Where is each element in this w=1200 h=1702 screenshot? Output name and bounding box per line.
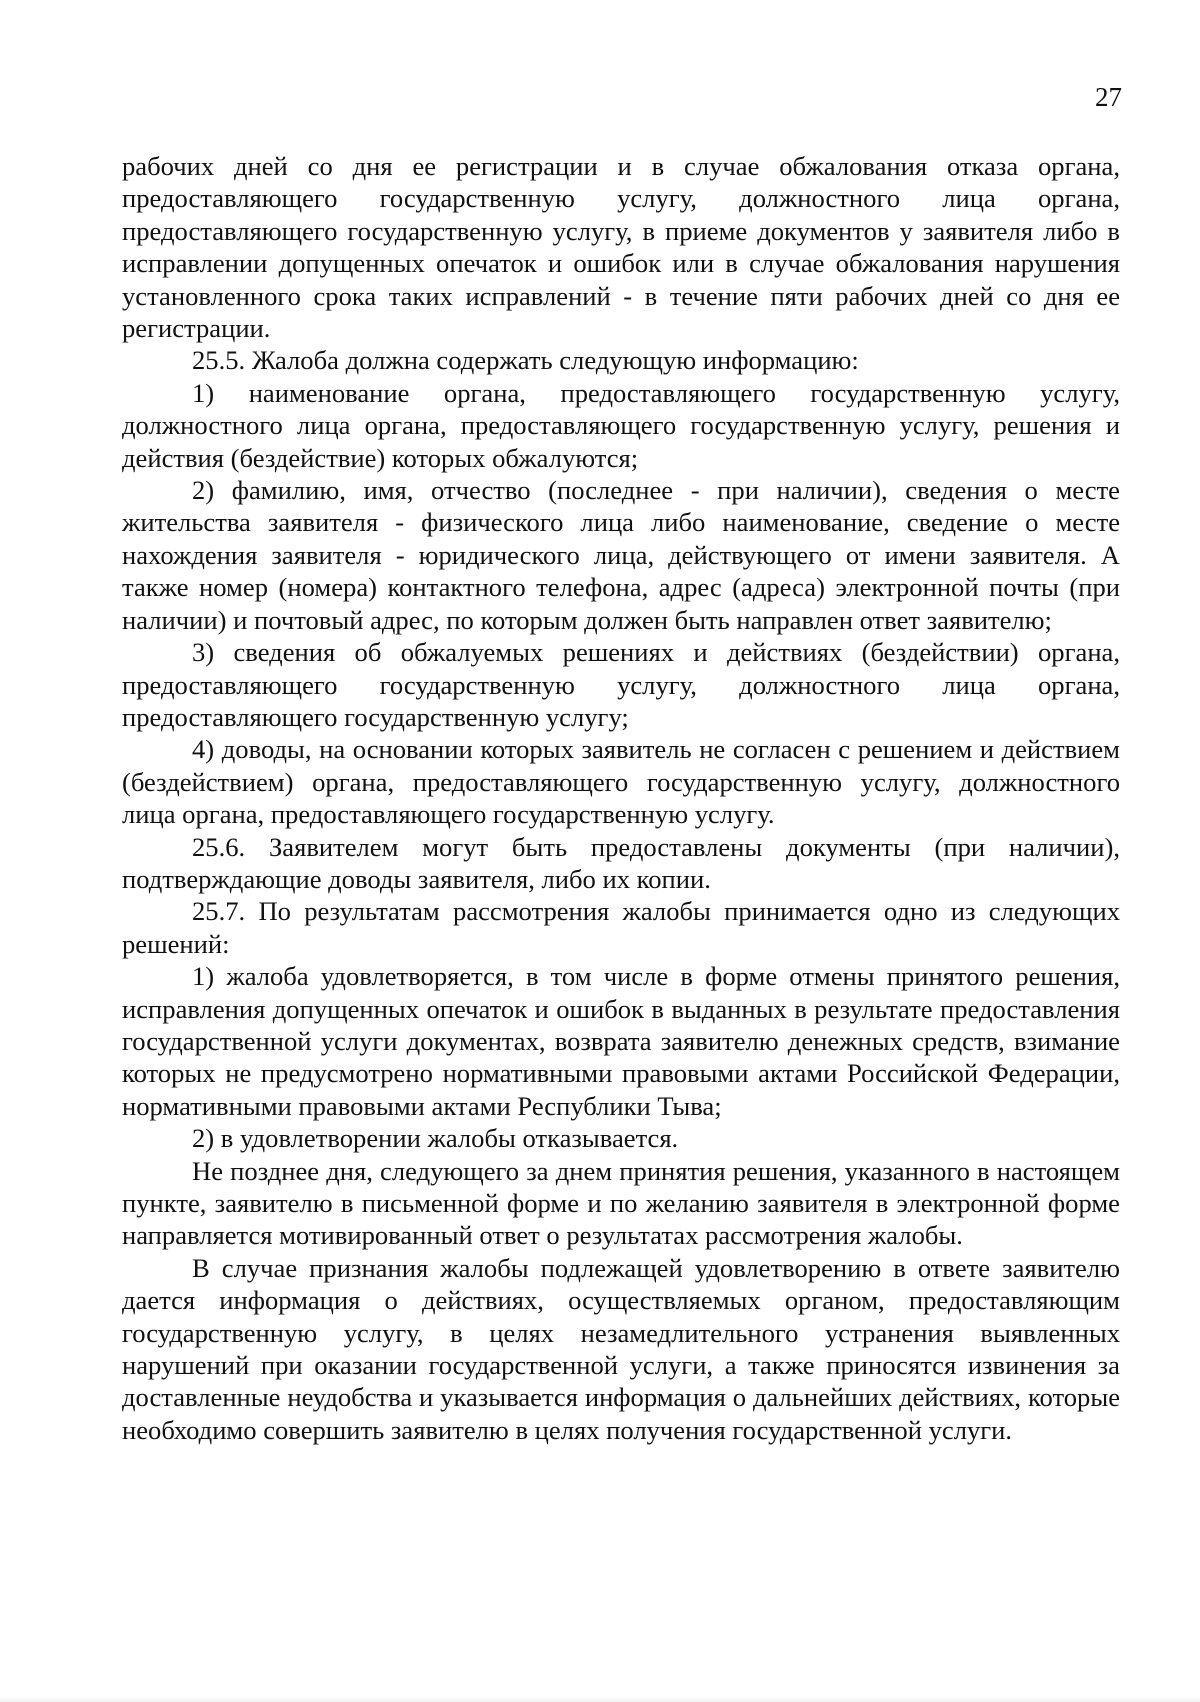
paragraph-continuation: рабочих дней со дня ее регистрации и в случае обжалования отказа органа, предоставляющего государственную услугу, должностного лица органа, предоставляющего государственную услугу, в приеме документов у заявителя либо в исправлении допущенных опечаток и ошибок или в случае обжалования нарушения установленного срока таких исправлений - в течение пяти рабочих дней со дня ее регистрации. <box>122 151 1120 344</box>
paragraph-25-5-item-3: 3) сведения об обжалуемых решениях и действиях (бездействии) органа, предоставляющего государственную услугу, должностного лица органа, предоставляющего государственную услугу; <box>122 637 1120 732</box>
scan-bottom-edge <box>0 1696 1200 1702</box>
paragraph-25-7-item-2: 2) в удовлетворении жалобы отказывается. <box>192 1123 679 1154</box>
page-number: 27 <box>1095 82 1122 112</box>
paragraph-25-5-item-1: 1) наименование органа, предоставляющего государственную услугу, должностного лица органа, предоставляющего государственную услугу, решения и действия (бездействие) которых обжалуются; <box>122 377 1120 473</box>
paragraph-25-6: 25.6. Заявителем могут быть предоставлены документы (при наличии), подтверждающие доводы заявителя, либо их копии. <box>122 831 1120 894</box>
document-body <box>122 150 1120 1446</box>
paragraph-response-deadline: Не позднее дня, следующего за днем принятия решения, указанного в настоящем пункте, заявителю в письменной форме и по желанию заявителя в электронной форме направляется мотивированный ответ о результатах рассмотрения жалобы. <box>122 1155 1120 1251</box>
paragraph-25-7-item-1: 1) жалоба удовлетворяется, в том числе в форме отмены принятого решения, исправления допущенных опечаток и ошибок в выданных в результате предоставления государственной услуги документах, возврата заявителю денежных средств, взимание которых не предусмотрено нормативными правовыми актами Российской Федерации, нормативными правовыми актами Республики Тыва; <box>122 961 1120 1121</box>
paragraph-25-7-heading: 25.7. По результатам рассмотрения жалобы принимается одно из следующих решений: <box>122 896 1120 959</box>
paragraph-25-5-item-2: 2) фамилию, имя, отчество (последнее - при наличии), сведения о месте жительства заявителя - физического лица либо наименование, сведение о месте нахождения заявителя - юридического лица, действующего от имени заявителя. А также номер (номера) контактного телефона, адрес (адреса) электронной почты (при наличии) и почтовый адрес, по которым должен быть направлен ответ заявителю; <box>122 475 1120 635</box>
paragraph-25-5-item-4: 4) доводы, на основании которых заявитель не согласен с решением и действием (бездействием) органа, предоставляющего государственную услугу, должностного лица органа, предоставляющего государственную услугу. <box>122 734 1120 830</box>
paragraph-25-5-heading: 25.5. Жалоба должна содержать следующую информацию: <box>192 345 859 376</box>
paragraph-satisfied-complaint: В случае признания жалобы подлежащей удовлетворению в ответе заявителю дается информация о действиях, осуществляемых органом, предоставляющим государственную услугу, в целях незамедлительного устранения выявленных нарушений при оказании государственной услуги, а также приносятся извинения за доставленные неудобства и указывается информация о дальнейших действиях, которые необходимо совершить заявителю в целях получения государственной услуги. <box>122 1252 1120 1445</box>
